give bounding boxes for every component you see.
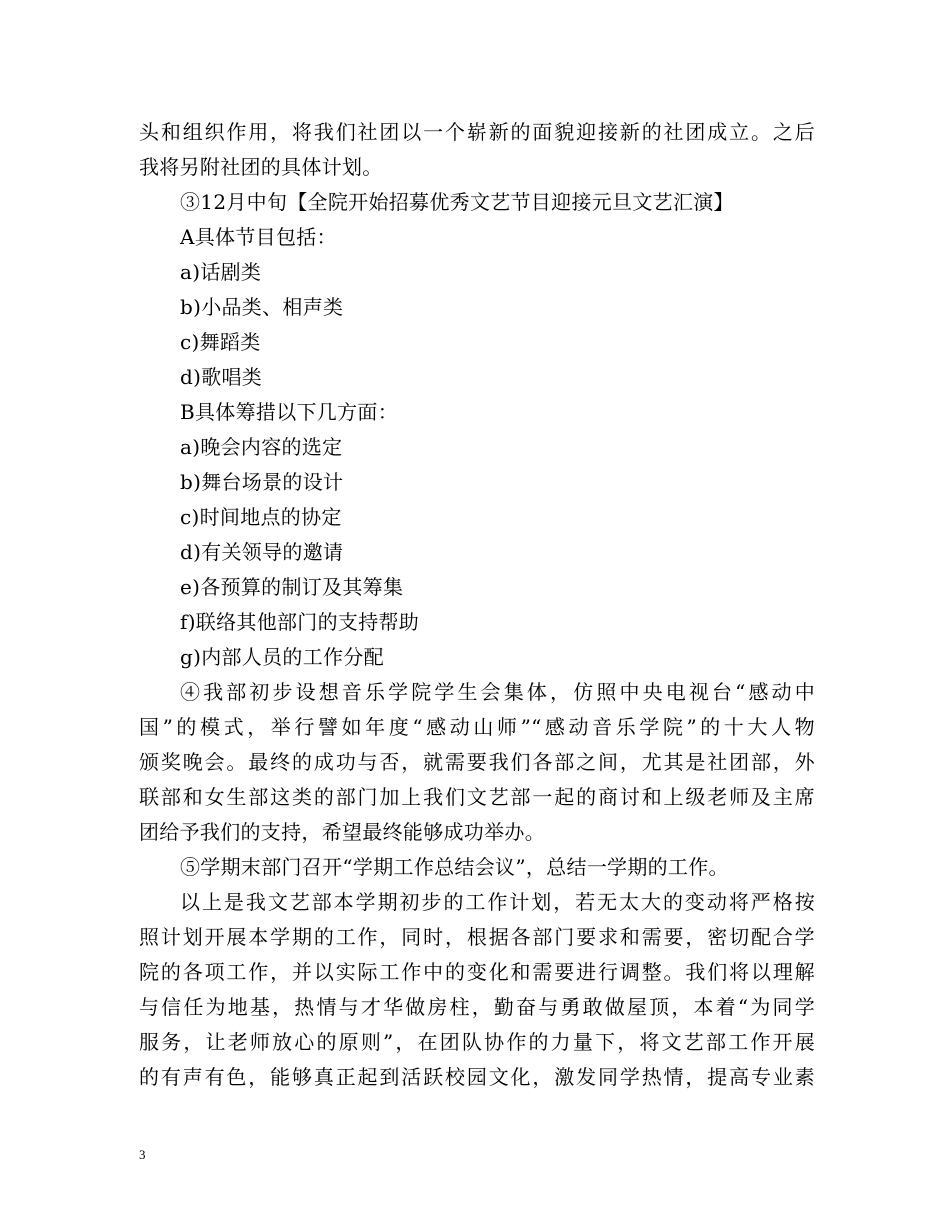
text-line: 颁奖晚会。最终的成功与否，就需要我们各部之间，尤其是社团部，外 <box>139 750 815 774</box>
text-line: 照计划开展本学期的工作，同时，根据各部门要求和需要，密切配合学 <box>139 925 815 949</box>
text-line: 国”的模式，举行譬如年度“感动山师”“感动音乐学院”的十大人物 <box>139 715 815 739</box>
text-line: ③12月中旬【全院开始招募优秀文艺节目迎接元旦文艺汇演】 <box>180 190 734 214</box>
text-line: b)小品类、相声类 <box>180 295 344 319</box>
text-line: 的有声有色，能够真正起到活跃校园文化，激发同学热情，提高专业素 <box>139 1065 815 1089</box>
text-line: a)晚会内容的选定 <box>180 435 343 459</box>
text-line: 院的各项工作，并以实际工作中的变化和需要进行调整。我们将以理解 <box>139 960 815 984</box>
text-line: 联部和女生部这类的部门加上我们文艺部一起的商讨和上级老师及主席 <box>139 785 815 809</box>
text-line: g)内部人员的工作分配 <box>180 645 384 669</box>
document-body <box>139 115 815 1095</box>
text-line: B具体筹措以下几方面： <box>180 400 398 424</box>
text-line: a)话剧类 <box>180 260 262 284</box>
text-line: 服务，让老师放心的原则”，在团队协作的力量下，将文艺部工作开展 <box>139 1030 815 1054</box>
text-line: d)歌唱类 <box>180 365 263 389</box>
text-line: f)联络其他部门的支持帮助 <box>180 610 420 634</box>
page-number: 3 <box>139 1147 146 1162</box>
text-line: c)时间地点的协定 <box>180 505 342 529</box>
text-line: 以上是我文艺部本学期初步的工作计划，若无太大的变动将严格按 <box>180 890 815 914</box>
text-line: 与信任为地基，热情与才华做房柱，勤奋与勇敢做屋顶，本着“为同学 <box>139 995 815 1019</box>
text-line: 团给予我们的支持，希望最终能够成功举办。 <box>139 820 545 844</box>
text-line: ④我部初步设想音乐学院学生会集体，仿照中央电视台“感动中 <box>180 680 815 704</box>
text-line: c)舞蹈类 <box>180 330 261 354</box>
text-line: ⑤学期末部门召开“学期工作总结会议”，总结一学期的工作。 <box>180 855 729 879</box>
text-line: d)有关领导的邀请 <box>180 540 344 564</box>
text-line: e)各预算的制订及其筹集 <box>180 575 404 599</box>
text-line: 头和组织作用，将我们社团以一个崭新的面貌迎接新的社团成立。之后 <box>139 120 815 144</box>
text-line: 我将另附社团的具体计划。 <box>139 155 383 179</box>
text-line: A具体节目包括： <box>180 225 337 249</box>
text-line: b)舞台场景的设计 <box>180 470 344 494</box>
